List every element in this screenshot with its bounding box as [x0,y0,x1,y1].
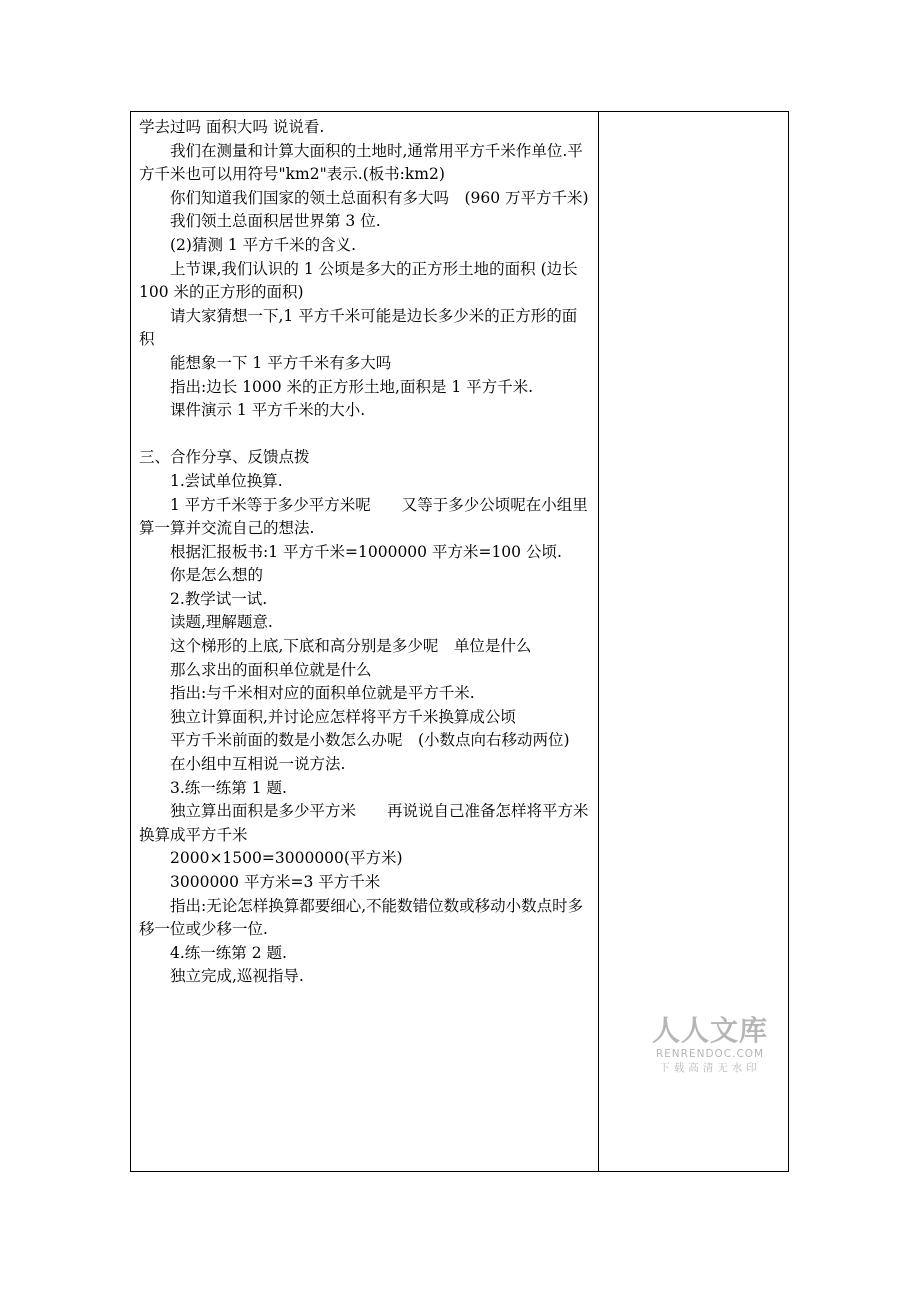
text-line: 我们领土总面积居世界第 3 位. [170,212,381,231]
text-line: 3.练一练第 1 题. [170,778,287,797]
text-line: 在小组中互相说一说方法. [170,755,346,774]
text-line: 请大家猜想一下,1 平方千米可能是边长多少米的正方形的面积 [139,306,578,349]
text-line: 根据汇报板书:1 平方千米=1000000 平方米=100 公顷. [170,542,562,561]
text-line: 你是怎么想的 [170,566,264,585]
text-line: 我们在测量和计算大面积的土地时,通常用平方千米作单位.平方千米也可以用符号"km2"表示.(板书:km2) [139,141,583,184]
text-line: 读题,理解题意. [170,613,273,632]
text-line: (2)猜测 1 平方千米的含义. [170,235,357,254]
section-heading: 三、合作分享、反馈点拨 [139,448,310,467]
text-line: 独立计算面积,并讨论应怎样将平方千米换算成公顷 [170,707,516,726]
text-line: 指出:边长 1000 米的正方形土地,面积是 1 平方千米. [170,377,534,396]
text-line: 2.教学试一试. [170,589,268,608]
text-line: 4.练一练第 2 题. [170,943,287,962]
watermark-logo [647,1014,773,1075]
text-line: 指出:无论怎样换算都要细心,不能数错位数或移动小数点时多移一位或少移一位. [139,896,584,939]
lesson-table [130,111,789,1172]
text-line: 上节课,我们认识的 1 公顷是多大的正方形土地的面积 (边长 100 米的正方形的面积) [139,259,578,302]
text-line: 学去过吗 面积大吗 说说看. [139,118,325,136]
column-divider [598,112,599,1171]
text-line: 这个梯形的上底,下底和高分别是多少呢 单位是什么 [170,637,532,656]
lesson-content [139,116,591,989]
watermark-title: 人人文库 [651,1014,768,1047]
blank-line [139,423,591,447]
text-line: 课件演示 1 平方千米的大小. [170,401,366,420]
watermark-url: RENRENDOC.COM [655,1048,765,1060]
text-line: 2000×1500=3000000(平方米) [170,849,403,868]
text-line: 独立完成,巡视指导. [170,967,304,986]
text-line: 1.尝试单位换算. [170,471,283,490]
text-line: 指出:与千米相对应的面积单位就是平方千米. [170,684,475,703]
watermark-subtitle: 下载高清无水印 [659,1062,761,1074]
text-line: 3000000 平方米=3 平方千米 [170,873,381,891]
text-line: 那么求出的面积单位就是什么 [170,660,372,679]
text-line: 能想象一下 1 平方千米有多大吗 [170,353,392,372]
text-line: 你们知道我们国家的领土总面积有多大吗 (960 万平方千米) [170,188,589,207]
text-line: 平方千米前面的数是小数怎么办呢 (小数点向右移动两位) [170,731,570,750]
text-line: 1 平方千米等于多少平方米呢 又等于多少公顷呢在小组里算一算并交流自己的想法. [139,495,588,538]
text-line: 独立算出面积是多少平方米 再说说自己准备怎样将平方米换算成平方千米 [139,802,589,844]
